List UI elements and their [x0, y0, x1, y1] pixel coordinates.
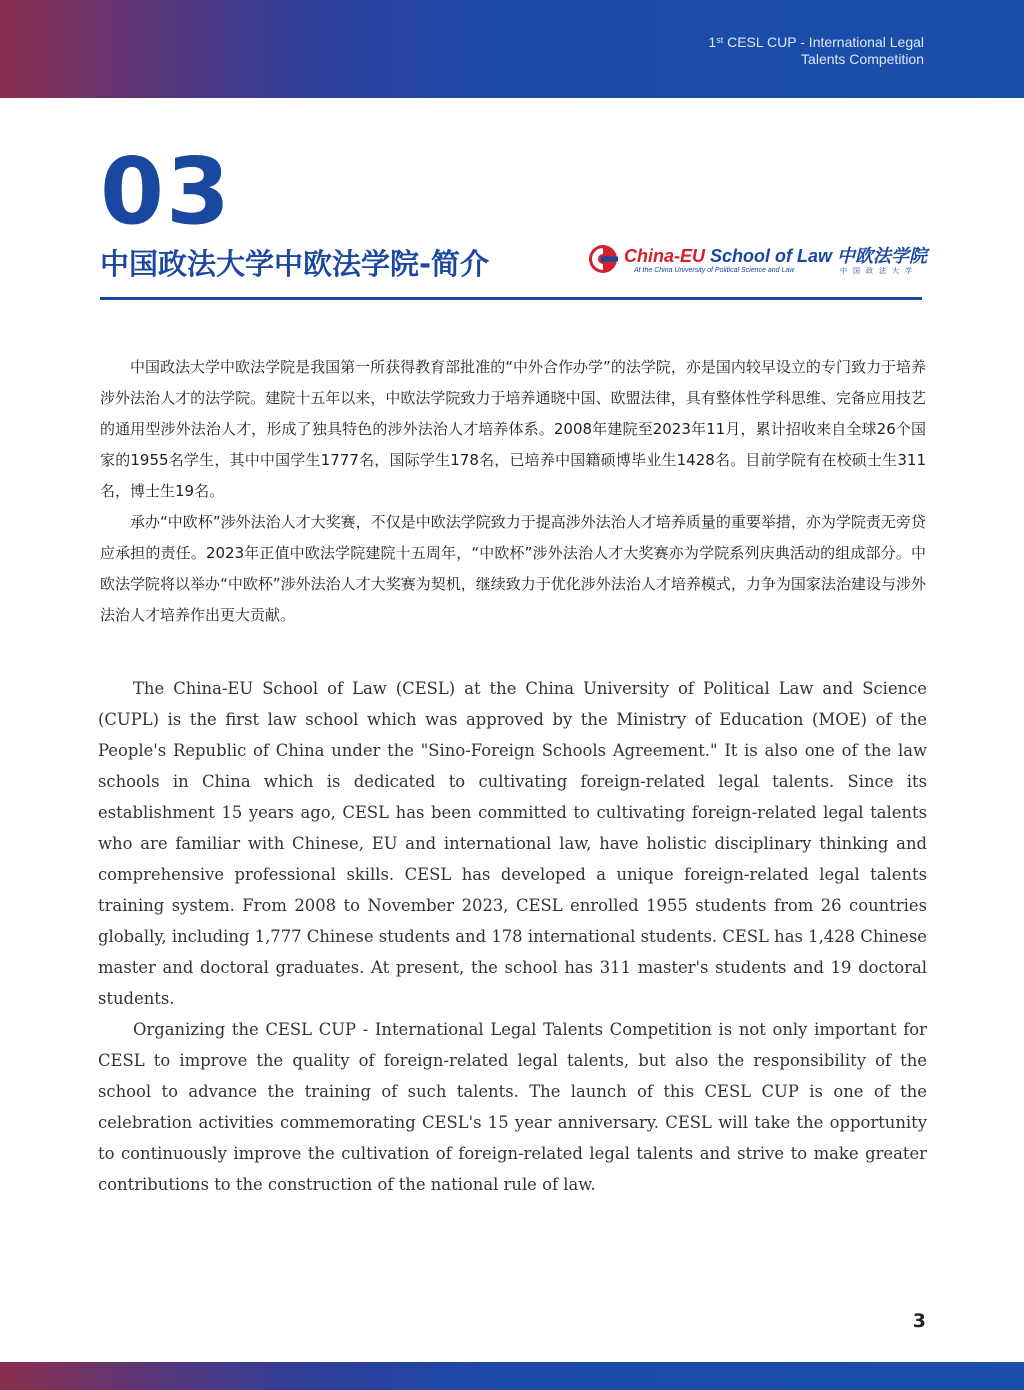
header-edition-suffix: st	[716, 35, 724, 45]
cesl-logo	[588, 240, 928, 280]
title-divider	[100, 297, 922, 300]
header-line-2: Talents Competition	[801, 51, 924, 67]
footer-band	[0, 1362, 1024, 1390]
section-title: 中国政法大学中欧法学院-简介	[100, 247, 490, 281]
logo-name	[624, 242, 927, 268]
chinese-paragraph-2: 承办“中欧杯”涉外法治人才大奖赛，不仅是中欧法学院致力于提高涉外法治人才培养质量的重要举措，亦为学院责无旁贷应承担的责任。2023年正值中欧法学院建院十五周年，“中欧杯”涉外法治人才大奖赛亦为学院系列庆典活动的组成部分。中欧法学院将以举办“中欧杯”涉外法治人才大奖赛为契机，继续致力于优化涉外法治人才培养模式，力争为国家法治建设与涉外法治人才培养作出更大贡献。	[100, 513, 926, 624]
header-line-1-text: CESL CUP - International Legal	[723, 34, 924, 50]
chinese-paragraph-1: 中国政法大学中欧法学院是我国第一所获得教育部批准的“中外合作办学”的法学院，亦是国内较早设立的专门致力于培养涉外法治人才的法学院。建院十五年以来，中欧法学院致力于培养通晓中国、欧盟法律，具有整体性学科思维、完备应用技艺的通用型涉外法治人才，形成了独具特色的涉外法治人才培养体系。2008年建院至2023年11月，累计招收来自全球26个国家的1955名学生，其中中国学生1777名，国际学生178名，已培养中国籍硕博毕业生1428名。目前学院有在校硕士生311名，博士生19名。	[100, 358, 926, 500]
header-line-1	[708, 34, 924, 51]
header-text	[708, 34, 924, 68]
section-number: 03	[100, 138, 233, 245]
logo-name-cn: 中欧法学院	[832, 246, 928, 266]
english-body	[98, 673, 927, 1200]
english-paragraph-2: Organizing the CESL CUP - International Legal Talents Competition is not only important for CESL to improve the quality of foreign-related legal talents, but also the responsibility of the school to advance the training of such talents. The launch of this CESL CUP is one of the celebration activities commemorating CESL's 15 year anniversary. CESL will take the opportunity to continuously improve the cultivation of foreign-related legal talents and strive to make greater contributions to the construction of the national rule of law.	[98, 1020, 927, 1194]
logo-subtitle-cn: 中国政法大学	[840, 267, 918, 275]
logo-subtitle: At the China University of Political Science and Law	[634, 267, 795, 274]
english-paragraph-1: The China-EU School of Law (CESL) at the China University of Political Law and Science (CUPL) is the first law school which was approved by the Ministry of Education (MOE) of the People's Republic of China under the "Sino-Foreign Schools Agreement." It is also one of the law schools in China which is dedicated to cultivating foreign-related legal talents. Since its establishment 15 years ago, CESL has been committed to cultivating foreign-related legal talents who are familiar with Chinese, EU and international law, have holistic disciplinary thinking and comprehensive professional skills. CESL has developed a unique foreign-related legal talents training system. From 2008 to November 2023, CESL enrolled 1955 students from 26 countries globally, including 1,777 Chinese students and 178 international students. CESL has 1,428 Chinese master and doctoral graduates. At present, the school has 311 master's students and 19 doctoral students.	[98, 679, 927, 1008]
chinese-body	[100, 352, 926, 631]
header-edition: 1	[708, 34, 717, 50]
page-number: 3	[912, 1310, 926, 1332]
logo-name-blue: School of Law	[705, 246, 833, 266]
logo-name-red: China-EU	[624, 246, 705, 266]
cesl-logo-mark-icon	[588, 244, 618, 274]
